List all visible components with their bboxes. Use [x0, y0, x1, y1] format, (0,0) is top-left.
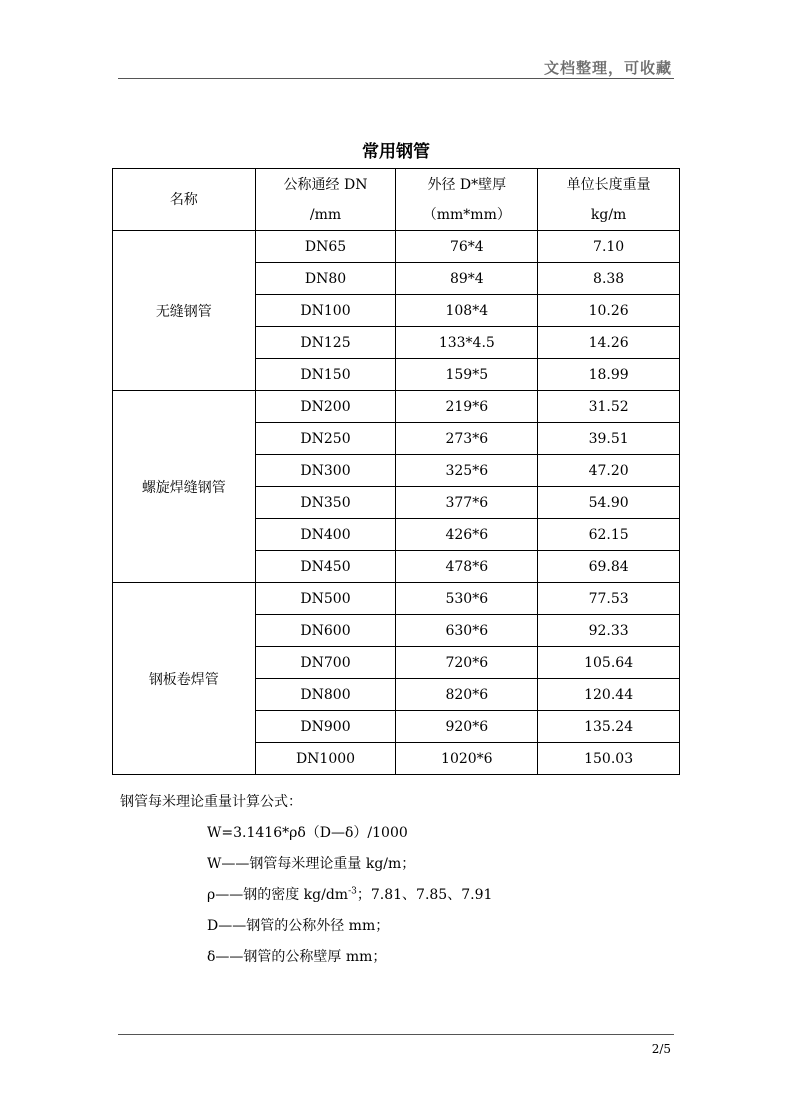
dimension-cell: 720*6 — [396, 647, 538, 679]
nominal-diameter-cell: DN65 — [255, 231, 396, 263]
dimension-cell: 630*6 — [396, 615, 538, 647]
header-label: 单位长度重量 — [566, 176, 651, 193]
formula-delta-definition: δ——钢管的公称壁厚 mm； — [207, 949, 387, 965]
dimension-cell: 920*6 — [396, 711, 538, 743]
weight-cell: 150.03 — [538, 743, 680, 775]
formula-w-definition: W——钢管每米理论重量 kg/m； — [207, 856, 416, 872]
nominal-diameter-cell: DN200 — [255, 391, 396, 423]
formula-rho-definition — [207, 884, 492, 904]
header-unit: kg/m — [590, 206, 627, 223]
weight-cell: 7.10 — [538, 231, 680, 263]
dimension-cell: 1020*6 — [396, 743, 538, 775]
pipe-type-cell: 螺旋焊缝钢管 — [113, 391, 256, 583]
formula-intro: 钢管每米理论重量计算公式： — [120, 794, 302, 810]
header-label: 名称 — [169, 191, 198, 208]
pipe-type-cell: 钢板卷焊管 — [113, 583, 256, 775]
nominal-diameter-cell: DN1000 — [255, 743, 396, 775]
dimension-cell: 325*6 — [396, 455, 538, 487]
weight-cell: 18.99 — [538, 359, 680, 391]
page-header-text: 文档整理，可收藏 — [543, 59, 672, 77]
nominal-diameter-cell: DN150 — [255, 359, 396, 391]
column-header-dimensions — [396, 169, 538, 231]
header-unit: /mm — [309, 206, 342, 223]
nominal-diameter-cell: DN500 — [255, 583, 396, 615]
weight-cell: 69.84 — [538, 551, 680, 583]
nominal-diameter-cell: DN350 — [255, 487, 396, 519]
weight-cell: 10.26 — [538, 295, 680, 327]
weight-cell: 135.24 — [538, 711, 680, 743]
dimension-cell: 273*6 — [396, 423, 538, 455]
header-label: 公称通经 DN — [283, 176, 368, 193]
nominal-diameter-cell: DN900 — [255, 711, 396, 743]
dimension-cell: 76*4 — [396, 231, 538, 263]
weight-cell: 39.51 — [538, 423, 680, 455]
dimension-cell: 377*6 — [396, 487, 538, 519]
nominal-diameter-cell: DN300 — [255, 455, 396, 487]
header-label: 外径 D*壁厚 — [427, 176, 507, 193]
weight-cell: 92.33 — [538, 615, 680, 647]
page-title: 常用钢管 — [362, 142, 430, 162]
column-header-dn — [255, 169, 396, 231]
weight-cell: 8.38 — [538, 263, 680, 295]
dimension-cell: 133*4.5 — [396, 327, 538, 359]
pipe-type-cell: 无缝钢管 — [113, 231, 256, 391]
rho-def-values: ；7.81、7.85、7.91 — [356, 887, 493, 903]
page-number: 2/5 — [651, 1042, 671, 1056]
footer-divider — [118, 1034, 674, 1035]
table-row — [113, 231, 680, 263]
dimension-cell: 89*4 — [396, 263, 538, 295]
weight-cell: 120.44 — [538, 679, 680, 711]
formula-d-definition: D——钢管的公称外径 mm； — [207, 918, 390, 934]
steel-pipe-table — [112, 168, 680, 775]
nominal-diameter-cell: DN800 — [255, 679, 396, 711]
nominal-diameter-cell: DN250 — [255, 423, 396, 455]
nominal-diameter-cell: DN80 — [255, 263, 396, 295]
rho-def-text: ρ——钢的密度 kg/dm — [207, 887, 349, 903]
formula-equation: W=3.1416*ρδ（D—δ）/1000 — [207, 825, 408, 841]
dimension-cell: 426*6 — [396, 519, 538, 551]
dimension-cell: 159*5 — [396, 359, 538, 391]
table-row — [113, 391, 680, 423]
column-header-weight — [538, 169, 680, 231]
nominal-diameter-cell: DN100 — [255, 295, 396, 327]
dimension-cell: 530*6 — [396, 583, 538, 615]
weight-cell: 105.64 — [538, 647, 680, 679]
weight-cell: 62.15 — [538, 519, 680, 551]
dimension-cell: 219*6 — [396, 391, 538, 423]
column-header-name — [113, 169, 256, 231]
nominal-diameter-cell: DN400 — [255, 519, 396, 551]
rho-def-exponent: -3 — [348, 886, 357, 897]
weight-cell: 14.26 — [538, 327, 680, 359]
header-divider — [118, 78, 674, 79]
weight-cell: 77.53 — [538, 583, 680, 615]
nominal-diameter-cell: DN450 — [255, 551, 396, 583]
table-row — [113, 583, 680, 615]
weight-cell: 31.52 — [538, 391, 680, 423]
table-header-row — [113, 169, 680, 231]
weight-cell: 54.90 — [538, 487, 680, 519]
dimension-cell: 820*6 — [396, 679, 538, 711]
dimension-cell: 108*4 — [396, 295, 538, 327]
nominal-diameter-cell: DN600 — [255, 615, 396, 647]
nominal-diameter-cell: DN700 — [255, 647, 396, 679]
header-unit: （mm*mm） — [422, 206, 511, 223]
weight-cell: 47.20 — [538, 455, 680, 487]
nominal-diameter-cell: DN125 — [255, 327, 396, 359]
dimension-cell: 478*6 — [396, 551, 538, 583]
